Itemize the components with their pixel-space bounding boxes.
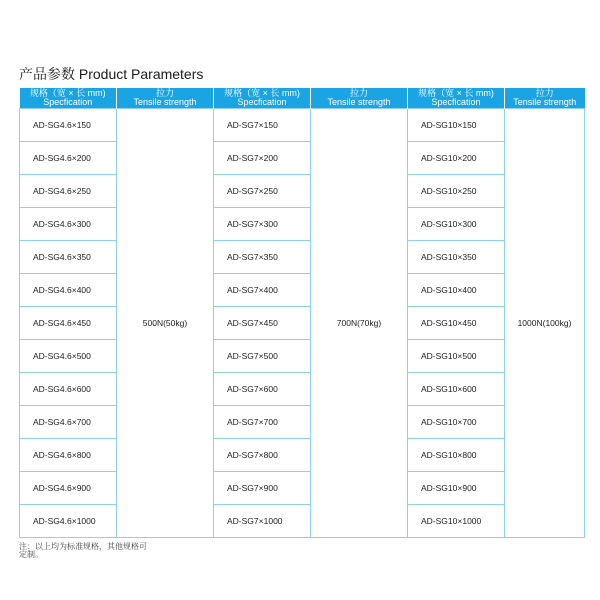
- spec-cell: AD-SG10×350: [408, 241, 505, 274]
- spec-cell: AD-SG4.6×250: [20, 175, 117, 208]
- spec-cell: AD-SG4.6×500: [20, 340, 117, 373]
- spec-cell: AD-SG10×900: [408, 472, 505, 505]
- footnote: 注：以上均为标准规格，其他规格可定制。: [19, 542, 147, 559]
- header-spec: 规格（宽 × 长 mm) Specfication: [408, 88, 505, 109]
- spec-cell: AD-SG4.6×1000: [20, 505, 117, 538]
- spec-cell: AD-SG4.6×150: [20, 109, 117, 142]
- tensile-cell: 1000N(100kg): [505, 109, 585, 538]
- spec-cell: AD-SG10×1000: [408, 505, 505, 538]
- spec-cell: AD-SG7×150: [214, 109, 311, 142]
- spec-cell: AD-SG4.6×450: [20, 307, 117, 340]
- spec-cell: AD-SG10×400: [408, 274, 505, 307]
- spec-cell: AD-SG4.6×800: [20, 439, 117, 472]
- spec-cell: AD-SG10×150: [408, 109, 505, 142]
- spec-cell: AD-SG10×500: [408, 340, 505, 373]
- table-row: [20, 472, 585, 505]
- table-row: [20, 373, 585, 406]
- header-tensile: 拉力 Tensile strength: [311, 88, 408, 109]
- spec-cell: AD-SG10×200: [408, 142, 505, 175]
- spec-cell: AD-SG10×450: [408, 307, 505, 340]
- table-row: [20, 142, 585, 175]
- spec-cell: AD-SG4.6×300: [20, 208, 117, 241]
- tensile-cell: 500N(50kg): [117, 109, 214, 538]
- spec-cell: AD-SG7×500: [214, 340, 311, 373]
- header-tensile: 拉力 Tensile strength: [505, 88, 585, 109]
- header-spec: 规格（宽 × 长 mm) Specfication: [20, 88, 117, 109]
- spec-cell: AD-SG10×300: [408, 208, 505, 241]
- spec-cell: AD-SG7×450: [214, 307, 311, 340]
- spec-cell: AD-SG4.6×400: [20, 274, 117, 307]
- spec-cell: AD-SG7×350: [214, 241, 311, 274]
- table-row: [20, 241, 585, 274]
- spec-cell: AD-SG7×900: [214, 472, 311, 505]
- spec-cell: AD-SG7×400: [214, 274, 311, 307]
- table-row: [20, 505, 585, 538]
- tensile-cell: 700N(70kg): [311, 109, 408, 538]
- spec-cell: AD-SG4.6×900: [20, 472, 117, 505]
- spec-cell: AD-SG7×200: [214, 142, 311, 175]
- spec-cell: AD-SG7×300: [214, 208, 311, 241]
- spec-cell: AD-SG7×1000: [214, 505, 311, 538]
- table-row: [20, 340, 585, 373]
- table-row: [20, 307, 585, 340]
- table-row: [20, 439, 585, 472]
- spec-cell: AD-SG7×250: [214, 175, 311, 208]
- spec-cell: AD-SG10×600: [408, 373, 505, 406]
- spec-cell: AD-SG7×600: [214, 373, 311, 406]
- spec-cell: AD-SG4.6×200: [20, 142, 117, 175]
- spec-cell: AD-SG4.6×600: [20, 373, 117, 406]
- spec-cell: AD-SG4.6×350: [20, 241, 117, 274]
- table-row: [20, 208, 585, 241]
- header-tensile: 拉力 Tensile strength: [117, 88, 214, 109]
- spec-cell: AD-SG7×800: [214, 439, 311, 472]
- table-row: [20, 175, 585, 208]
- spec-cell: AD-SG7×700: [214, 406, 311, 439]
- table-row: [20, 274, 585, 307]
- spec-cell: AD-SG10×700: [408, 406, 505, 439]
- table-row: [20, 406, 585, 439]
- spec-cell: AD-SG10×800: [408, 439, 505, 472]
- spec-cell: AD-SG4.6×700: [20, 406, 117, 439]
- spec-cell: AD-SG10×250: [408, 175, 505, 208]
- header-spec: 规格（宽 × 长 mm) Specfication: [214, 88, 311, 109]
- page-title: 产品参数 Product Parameters: [19, 66, 204, 82]
- table-row: [20, 109, 585, 142]
- product-parameters-table: [19, 88, 585, 538]
- table-header-row: [20, 88, 585, 109]
